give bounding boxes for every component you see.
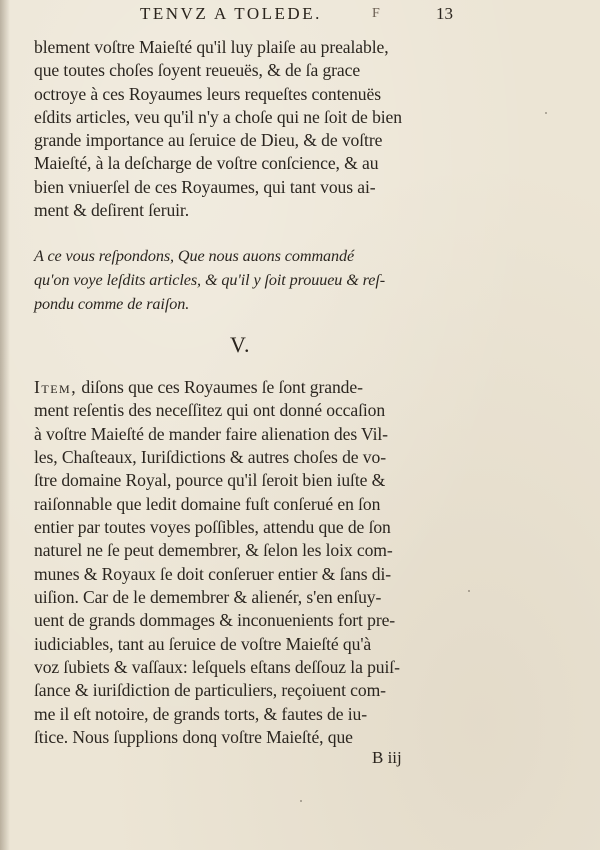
text-line: me il eſt notoire, de grands torts, & fautes de iu- bbox=[34, 703, 368, 724]
text-line: eſdits articles, veu qu'il n'y a choſe qui ne ſoit de bien bbox=[34, 106, 402, 127]
ink-speck bbox=[468, 590, 470, 592]
text-line: entier par toutes voyes poſſibles, attendu que de ſon bbox=[34, 517, 391, 538]
page-number: 13 bbox=[436, 4, 453, 23]
text-line: iudiciables, tant au ſeruice de voſtre Maieſté qu'à bbox=[34, 633, 372, 654]
paragraph-item bbox=[34, 376, 454, 750]
reply-line: qu'on voye leſdits articles, & qu'il y ſoit prouueu & reſ- bbox=[34, 271, 386, 289]
text-line: uent de grands dommages & inconuenients fort pre- bbox=[34, 610, 396, 631]
running-title: TENVZ A TOLEDE. bbox=[140, 4, 322, 23]
text-line: les, Chaſteaux, Iuriſdictions & autres choſes de vo- bbox=[34, 447, 386, 468]
text-line: raiſonnable que ledit domaine fuſt conſerué en ſon bbox=[34, 493, 381, 514]
text-line: munes & Royaux ſe doit conſeruer entier & ſans di- bbox=[34, 563, 392, 584]
text-line: grande importance au ſeruice de Dieu, & de voſtre bbox=[34, 130, 383, 151]
text-line: à voſtre Maieſté de mander faire alienation des Vil- bbox=[34, 423, 388, 444]
section-number: V. bbox=[230, 332, 251, 357]
text-line: ment & deſirent ſeruir. bbox=[34, 200, 190, 221]
first-word: Item, bbox=[34, 377, 78, 397]
text-line: que toutes choſes ſoyent reueuës, & de ſa grace bbox=[34, 60, 361, 81]
first-line-rest: diſons que ces Royaumes ſe ſont grande- bbox=[77, 377, 363, 397]
paragraph-request bbox=[34, 36, 454, 222]
text-line: bien vniuerſel de ces Royaumes, qui tant vous ai- bbox=[34, 176, 376, 197]
text-line: naturel ne ſe peut demembrer, & ſelon les loix com- bbox=[34, 540, 393, 561]
ink-speck bbox=[300, 800, 302, 802]
text-line: ſtre domaine Royal, pource qu'il ſeroit bien iuſte & bbox=[34, 470, 386, 491]
reply-line: A ce vous reſpondons, Que nous auons commandé bbox=[34, 247, 355, 265]
signature-catchword: B iij bbox=[372, 748, 402, 767]
text-line: ſance & iuriſdiction de particuliers, reçoiuent com- bbox=[34, 680, 386, 701]
header-mark: F bbox=[372, 6, 380, 21]
text-line: Maieſté, à la deſcharge de voſtre conſcience, & au bbox=[34, 153, 379, 174]
ink-speck bbox=[545, 112, 547, 114]
text-line: uiſion. Car de le demembrer & alienér, s'en enſuy- bbox=[34, 587, 382, 608]
text-line-first bbox=[34, 376, 454, 399]
page-gutter-shadow bbox=[0, 0, 10, 850]
text-line: voz ſubiets & vaſſaux: leſquels eſtans deſſouz la puiſ- bbox=[34, 657, 400, 678]
text-line: ſtice. Nous ſupplions donq voſtre Maieſté, que bbox=[34, 727, 353, 748]
reply-line: pondu comme de raiſon. bbox=[34, 295, 190, 313]
text-line: blement voſtre Maieſté qu'il luy plaiſe au prealable, bbox=[34, 37, 389, 57]
royal-reply bbox=[34, 244, 454, 316]
text-line: octroye à ces Royaumes leurs requeſtes contenuës bbox=[34, 83, 381, 104]
text-line: ment reſentis des neceſſitez qui ont donné occaſion bbox=[34, 400, 386, 421]
running-head bbox=[0, 4, 600, 34]
